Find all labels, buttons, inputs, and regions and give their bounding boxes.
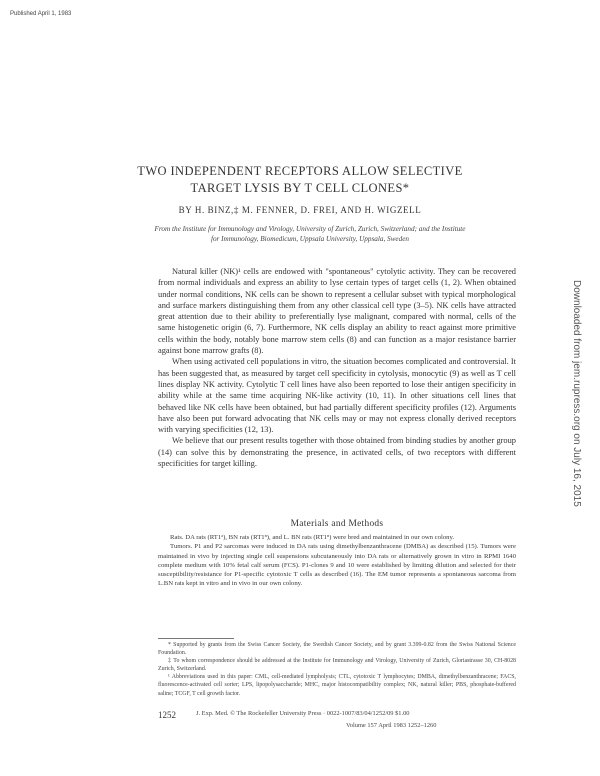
article-title-line-1: TWO INDEPENDENT RECEPTORS ALLOW SELECTIVE bbox=[137, 164, 463, 178]
introduction bbox=[158, 266, 516, 469]
section-heading-materials-methods: Materials and Methods bbox=[290, 519, 384, 529]
affiliation bbox=[120, 224, 500, 244]
download-watermark-text: Downloaded from jem.rupress.org on July 16, 2015 bbox=[571, 280, 582, 507]
methods-body bbox=[158, 533, 516, 589]
affiliation-line-2: for Immunology, Biomedicum, Uppsala University, Uppsala, Sweden bbox=[210, 235, 410, 243]
footnotes bbox=[158, 641, 516, 698]
footnote-divider bbox=[158, 638, 234, 639]
intro-paragraph-2: When using activated cell populations in vitro, the situation becomes complicated and controversial. It has been suggested that, as measured by target cell specificity in cytolysis, monocytic (9) as well as T cell lines display NK activity. Cytolytic T cell lines have also been reported to lose their antigen specificity in ability while at the same time acquiring NK-like activity (10, 11). In other situations cell lines that behaved like NK cells have been obtained, but had partially different specificity profiles (12). Arguments have also been put forward advocating that NK cells may or may not express clonally derived receptors with varying specificities (12, 13). bbox=[158, 357, 516, 435]
affiliation-line-1: From the Institute for Immunology and Virology, University of Zurich, Zurich, Switzerland; and the Institute bbox=[154, 225, 466, 233]
intro-paragraph-3: We believe that our present results together with those obtained from binding studies by another group (14) can solve this by demonstrating the presence, in activated cells, of two receptors with different specificities for target killing. bbox=[158, 436, 516, 469]
methods-tumors-paragraph: Tumors. P1 and P2 sarcomas were induced in DA rats using dimethylbenzanthracene (DMBA) as described (15). Tumors were maintained in vivo by injecting single cell suspensions subcutaneously into DA rats or alternatively grown in vitro in RPMI 1640 complete medium with 10% fetal calf serum (FCS). P1-clones 9 and 10 were established by limiting dilution and selected for their susceptibility/resistance for P1-specific cytotoxic T cells as described (16). The EM tumor represents a spontaneous sarcoma from L.BN rats kept in vitro and in vivo in our own colony. bbox=[158, 543, 516, 588]
published-date: Published April 1, 1983 bbox=[10, 11, 72, 17]
article-title-line-2: TARGET LYSIS BY T CELL CLONES* bbox=[190, 181, 410, 195]
journal-citation: J. Exp. Med. © The Rockefeller University Press · 0022-1007/83/04/1252/09 $1.00 bbox=[196, 710, 410, 717]
footnote-grant: * Supported by grants from the Swiss Cancer Society, the Swedish Cancer Society, and by grant 3.399-0.82 from the Swiss National Science Foundation. bbox=[158, 642, 516, 657]
methods-rats-paragraph: Rats. DA rats (RT1ᵃ), BN rats (RT1ⁿ), and L. BN rats (RT1ⁿ) were bred and maintained in our own colony. bbox=[170, 534, 455, 541]
volume-info: Volume 157 April 1983 1252–1260 bbox=[346, 722, 437, 729]
author-list: BY H. BINZ,‡ M. FENNER, D. FREI, AND H. WIGZELL bbox=[178, 205, 422, 215]
footnote-abbreviations: ¹ Abbreviations used in this paper: CML, cell-mediated lympholysis; CTL, cytotoxic T lymphocytes; DMBA, dimethylbenzanthracene; FACS, fluorescence-activated cell sorter; LPS, lipopolysaccharide; MHC, major histocompatibility complex; NK, natural killer; PBS, phosphate-buffered saline; TCGF, T cell growth factor. bbox=[158, 674, 516, 697]
intro-paragraph-1: Natural killer (NK)¹ cells are endowed with "spontaneous" cytolytic activity. They can be recovered from normal individuals and express an ability to lyse certain types of target cells (1, 2). When obtained under normal conditions, NK cells can be shown to represent a cellular subset with typical morphological and surface markers distinguishing them from any other classical cell type (3–5). NK cells have attracted great attention due to their ability to preferentially lyse malignant, compared with normal, cells of the same histogenetic origin (6, 7). Furthermore, NK cells display an ability to react against more primitive cells within the body, notably bone marrow stem cells (8) and can function as a major resistance barrier against bone marrow grafts (8). bbox=[158, 267, 516, 356]
footnote-correspondence: ‡ To whom correspondence should be addressed at the Institute for Immunology and Virology, University of Zurich, Gloriastrasse 30, CH-8028 Zurich, Switzerland. bbox=[158, 658, 516, 673]
page-number: 1252 bbox=[158, 710, 176, 720]
